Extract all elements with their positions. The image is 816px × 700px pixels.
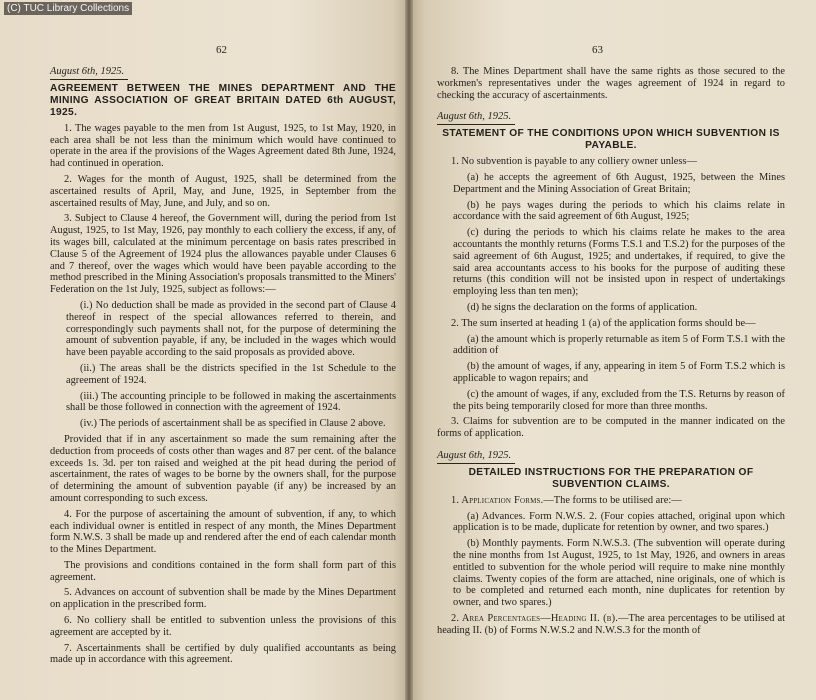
- condition-1: 1. No subvention is payable to any colliery owner unless—: [451, 156, 697, 168]
- clause-3-i: (i.) No deduction shall be made as provided in the second part of Clause 4 thereof in respect of the special allowances referred to therein, and correspondingly such payments shall not, for the purpose of determining the amount of subvention payable, if any, be included in the wages which would have been payable according to the said proposals as provided above.: [66, 299, 396, 359]
- clause-5: 5. Advances on account of subvention shall be made by the Mines Department on application in the prescribed form.: [50, 587, 396, 611]
- clause-3: 3. Subject to Clause 4 hereof, the Government will, during the period from 1st August, 1925, to 1st May, 1926, pay monthly to each colliery the excess, if any, of its wages bill, calculated at the minimum percentage on basis rates prescribed in Clause 5 of the Agreement of 1924 plus the allowances payable under Clauses 6 and 7 thereof, over the wages which would have been payable according to the method prescribed in the Mining Association's proposals transmitted to the Miners' Federation on the 1st July, 1925, subject as follows:—: [50, 213, 396, 296]
- book-gutter: [405, 0, 413, 700]
- right-column: [437, 66, 785, 640]
- instruction-2-text: —The area percentages to be utilised at heading II. (b) of Forms N.W.S.2 and N.W.S.3 for the month of: [437, 612, 785, 636]
- clause-6: 6. No colliery shall be entitled to subvention unless the provisions of this agreement are accepted by it.: [50, 615, 396, 638]
- clause-1: 1. The wages payable to the men from 1st August, 1925, to 1st May, 1920, in each area shall be not less than the minimum which would have continued to operate in the area if the provisions of the Wages Agreement dated 8th June, 1924, had continued in operation.: [50, 122, 396, 170]
- clause-7: 7. Ascertainments shall be certified by duly qualified accountants as being made up in accordance with this agreement.: [50, 642, 396, 666]
- page-number-left: 62: [216, 44, 227, 56]
- condition-1b: (b) he pays wages during the periods to which his claims relate in accordance with the said agreement of 6th August, 1925;: [453, 199, 785, 223]
- proviso: Provided that if in any ascertainment so made the sum remaining after the deduction from proceeds of costs other than wages and 87 per cent. of the balance exceeds 1s. 3d. per ton raised and weighed at the pit head during the period of ascertainment, the rates of wages to be borne by the owners shall, for the purpose of determining the amount of subvention payable (if any) be increased by an amount corresponding to such excess.: [50, 433, 396, 504]
- instruction-1-text: —The forms to be utilised are:—: [543, 494, 682, 506]
- instructions-heading: DETAILED INSTRUCTIONS FOR THE PREPARATION OF SUBVENTION CLAIMS.: [468, 466, 754, 490]
- statement-date: August 6th, 1925.: [437, 111, 515, 125]
- instruction-1-label: 1. Application Forms.: [451, 494, 544, 506]
- condition-2c: (c) the amount of wages, if any, excluded from the T.S. Returns by reason of the pits being temporarily closed for more than three months.: [453, 388, 785, 412]
- clause-8: 8. The Mines Department shall have the same rights as those secured to the workmen's representatives under the wages agreement of 1924 in regard to checking the accuracy of ascertainments.: [437, 66, 785, 101]
- condition-1c: (c) during the periods to which his claims relate he makes to the area accountants the monthly returns (Forms T.S.1 and T.S.2) for the purposes of the said agreement of 6th August, 1925; and undertakes, if required, to give the said area accountants access to his books for the purpose of auditing these returns (this condition will not be insisted upon in respect of undertakings employing less than ten men);: [453, 227, 785, 298]
- left-column: [50, 66, 396, 670]
- right-page: [409, 0, 816, 700]
- condition-2: 2. The sum inserted at heading 1 (a) of the application forms should be—: [451, 317, 756, 329]
- condition-1a: (a) he accepts the agreement of 6th August, 1925, between the Mines Department and the Mining Association of Great Britain;: [453, 171, 785, 195]
- condition-1d: (d) he signs the declaration on the forms of application.: [467, 301, 698, 313]
- clause-2: 2. Wages for the month of August, 1925, shall be determined from the ascertained results of April, May, and June, 1925, in September from the ascertained results of May, June, and July, and so on.: [50, 173, 396, 209]
- instructions-date: August 6th, 1925.: [437, 450, 515, 464]
- instruction-1b: (b) Monthly payments. Form N.W.S.3. (The subvention will operate during the nine months from 1st August, 1925, to 1st May, 1926, and owners in areas entitled to subvention for the whole period will require to make nine monthly claims. Twenty copies of the form are attached, nine originals, one of which is to be completed and returned each month, nine duplicates for retention by owner, and two spares.): [453, 538, 785, 609]
- agreement-date: August 6th, 1925.: [50, 66, 128, 80]
- clause-3-ii: (ii.) The areas shall be the districts specified in the 1st Schedule to the agreement of 1924.: [66, 362, 396, 386]
- condition-2a: (a) the amount which is properly returnable as item 5 of Form T.S.1 with the addition of: [453, 333, 785, 357]
- clause-4-form: The provisions and conditions contained in the form shall form part of this agreement.: [50, 559, 396, 583]
- instruction-2: [437, 613, 785, 637]
- page-number-right: 63: [592, 44, 603, 56]
- clause-3-iii: (iii.) The accounting principle to be followed in making the ascertainments shall be those followed in connection with the agreement of 1924.: [66, 390, 396, 414]
- instruction-1a: (a) Advances. Form N.W.S. 2. (Four copies attached, original upon which application is to be made, duplicate for retention by owner, and two spares.): [453, 510, 785, 534]
- agreement-heading: AGREEMENT BETWEEN THE MINES DEPARTMENT AND THE MINING ASSOCIATION OF GREAT BRITAIN DATED 6th AUGUST, 1925.: [50, 82, 396, 118]
- instruction-2-label: 2. Area Percentages—Heading II. (b).: [451, 612, 619, 624]
- clause-3-iv: (iv.) The periods of ascertainment shall be as specified in Clause 2 above.: [80, 418, 386, 430]
- watermark: (C) TUC Library Collections: [4, 2, 132, 15]
- statement-heading: STATEMENT OF THE CONDITIONS UPON WHICH SUBVENTION IS PAYABLE.: [442, 128, 780, 152]
- clause-4: 4. For the purpose of ascertaining the amount of subvention, if any, to which each individual owner is entitled in respect of any month, the Mines Department form N.W.S. 3 shall be made up and rendered after the end of each calendar month to the Mines Department.: [50, 508, 396, 556]
- instruction-1: [437, 495, 785, 507]
- condition-2b: (b) the amount of wages, if any, appearing in item 5 of Form T.S.2 which is applicable to wagon repairs; and: [453, 361, 785, 384]
- condition-3: 3. Claims for subvention are to be computed in the manner indicated on the forms of application.: [437, 416, 785, 440]
